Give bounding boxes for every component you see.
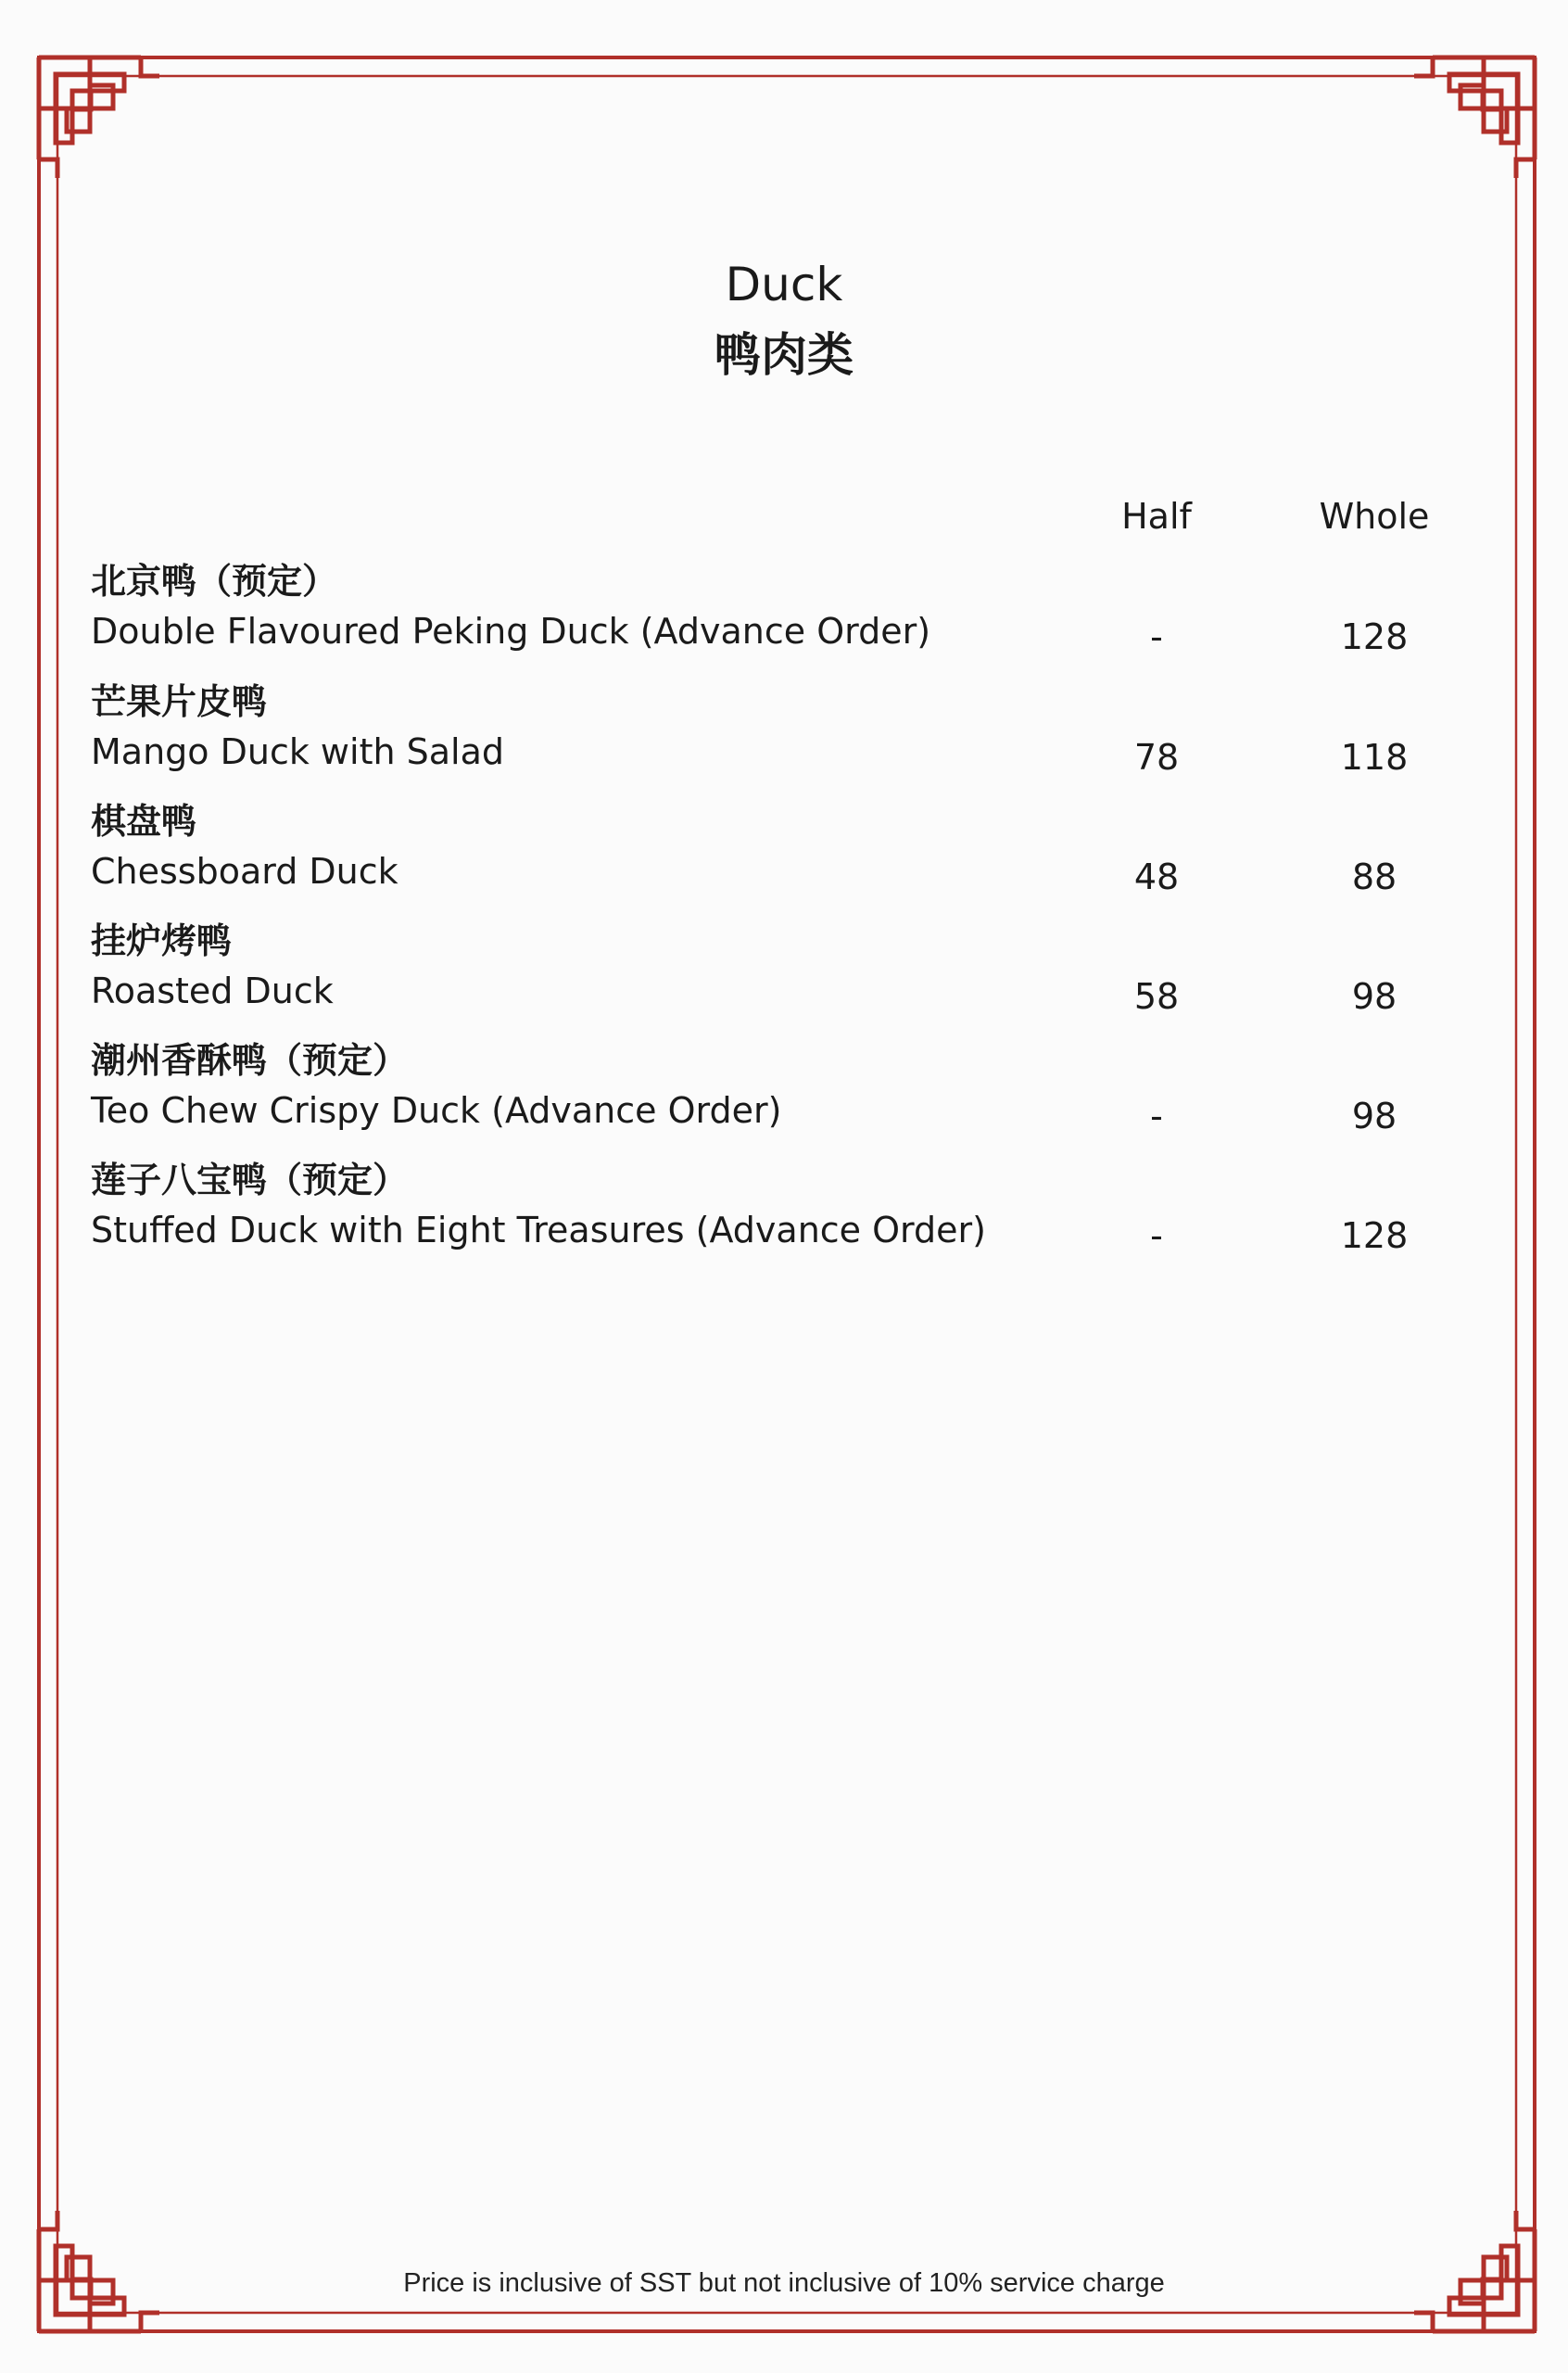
menu-item-mango-duck (91, 677, 1481, 797)
item-name-chinese: 北京鸭（预定） (91, 561, 338, 602)
price-whole: 128 (1340, 616, 1409, 657)
menu-item-roasted-duck (91, 916, 1481, 1036)
item-name-english: Double Flavoured Peking Duck (Advance Order) (91, 611, 931, 652)
item-name-english: Teo Chew Crispy Duck (Advance Order) (91, 1090, 782, 1131)
column-header-half: Half (1121, 496, 1192, 537)
corner-top-left-icon (39, 57, 159, 178)
footer-note: Price is inclusive of SST but not inclusive of 10% service charge (403, 2268, 1165, 2298)
price-whole: 118 (1340, 737, 1409, 778)
price-whole: 128 (1340, 1215, 1409, 1256)
price-half: 58 (1133, 976, 1180, 1017)
item-name-english: Stuffed Duck with Eight Treasures (Advance Order) (91, 1210, 986, 1250)
item-name-chinese: 芒果片皮鸭 (91, 681, 268, 722)
price-whole: 88 (1351, 857, 1397, 897)
item-name-chinese: 潮州香酥鸭（预定） (91, 1040, 409, 1081)
corner-top-right-icon (1414, 57, 1535, 178)
menu-item-stuffed-duck (91, 1155, 1481, 1275)
price-half: - (1150, 616, 1163, 657)
price-half: - (1150, 1096, 1163, 1136)
column-header-whole: Whole (1319, 496, 1430, 537)
price-half: 78 (1133, 737, 1180, 778)
menu-item-chessboard-duck (91, 796, 1481, 917)
item-name-chinese: 挂炉烤鸭 (91, 920, 233, 961)
page-title-chinese: 鸭肉类 (714, 328, 854, 382)
item-name-english: Roasted Duck (91, 971, 334, 1011)
menu-item-peking-duck (91, 556, 1481, 677)
price-whole: 98 (1351, 1096, 1397, 1136)
item-name-english: Chessboard Duck (91, 851, 398, 892)
menu-item-teo-chew-crispy-duck (91, 1035, 1481, 1156)
item-name-chinese: 莲子八宝鸭（预定） (91, 1160, 409, 1200)
price-whole: 98 (1351, 976, 1397, 1017)
item-name-chinese: 棋盘鸭 (91, 801, 197, 842)
price-half: 48 (1133, 857, 1180, 897)
price-half: - (1150, 1215, 1163, 1256)
item-name-english: Mango Duck with Salad (91, 731, 504, 772)
page-title: Duck (725, 258, 843, 311)
